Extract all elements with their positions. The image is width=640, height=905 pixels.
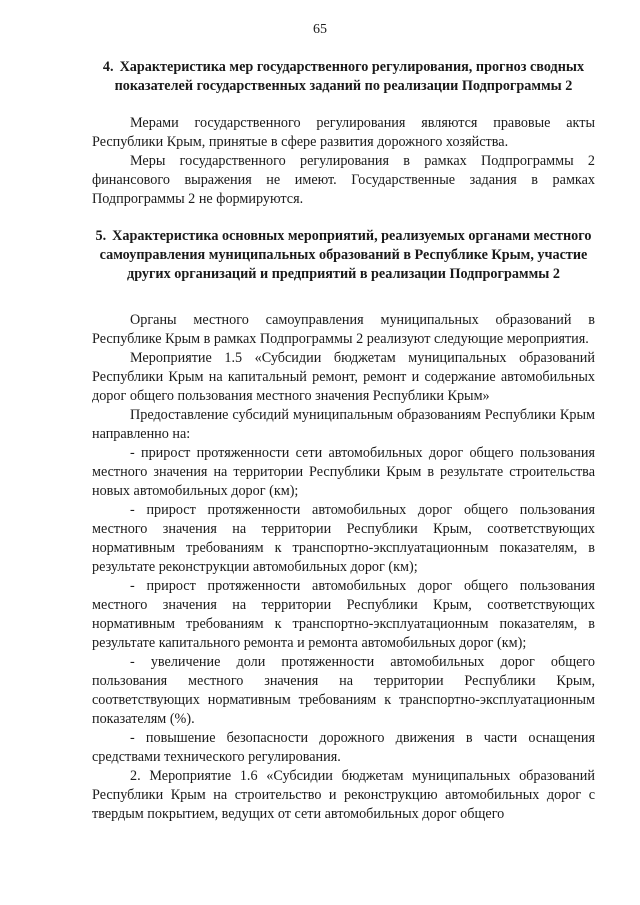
- subsidy-intro: Предоставление субсидий муниципальным образованиям Республики Крым направленно на:: [92, 407, 595, 442]
- section-4-paragraph: Меры государственного регулирования в рамках Подпрограммы 2 финансового выражения не имеют. Государственные задания в рамках Подпрограммы 2 не формируются.: [92, 153, 595, 207]
- measure-1-5: Мероприятие 1.5 «Субсидии бюджетам муниципальных образований Республики Крым на капитальный ремонт, ремонт и содержание автомобильных дорог общего пользования местного значения Республики Крым»: [92, 350, 595, 404]
- list-item: - прирост протяженности сети автомобильных дорог общего пользования местного значения на территории Республики Крым в результате строительства новых автомобильных дорог (км);: [92, 445, 595, 499]
- page-content: [92, 58, 595, 824]
- section-5-body: [92, 311, 595, 824]
- section-4-paragraph: Мерами государственного регулирования являются правовые акты Республики Крым, принятые в сфере развития дорожного хозяйства.: [92, 115, 595, 150]
- section-4-body: [92, 114, 595, 209]
- section-5-heading: [92, 227, 595, 284]
- list-item: - увеличение доли протяженности автомобильных дорог общего пользования местного значения на территории Республики Крым, соответствующих нормативным требованиям к транспортно-эксплуатационным показателям (%).: [92, 654, 595, 727]
- section-5-intro: Органы местного самоуправления муниципальных образований в Республике Крым в рамках Подпрограммы 2 реализуют следующие мероприятия.: [92, 312, 595, 347]
- list-item: - прирост протяженности автомобильных дорог общего пользования местного значения на территории Республики Крым, соответствующих нормативным требованиям к транспортно-эксплуатационным показателям, в результате капитального ремонта и ремонта автомобильных дорог (км);: [92, 578, 595, 651]
- list-item: - повышение безопасности дорожного движения в части оснащения средствами технического регулирования.: [92, 730, 595, 765]
- section-4-title: Характеристика мер государственного регулирования, прогноз сводных показателей государственных заданий по реализации Подпрограммы 2: [114, 59, 585, 94]
- section-4-heading: [92, 58, 595, 96]
- section-5-number: 5.: [95, 228, 107, 244]
- page-number: 65: [313, 22, 327, 37]
- measure-1-6: 2. Мероприятие 1.6 «Субсидии бюджетам муниципальных образований Республики Крым на строительство и реконструкцию автомобильных дорог с твердым покрытием, ведущих от сети автомобильных дорог общего: [92, 768, 595, 822]
- section-4-number: 4.: [102, 59, 114, 75]
- list-item: - прирост протяженности автомобильных дорог общего пользования местного значения на территории Республики Крым, соответствующих нормативным требованиям к транспортно-эксплуатационным показателям, в результате реконструкции автомобильных дорог (км);: [92, 502, 595, 575]
- section-5-title: Характеристика основных мероприятий, реализуемых органами местного самоуправления муниципальных образований в Республике Крым, участие других организаций и предприятий в реализации Подпрограммы 2: [99, 228, 592, 282]
